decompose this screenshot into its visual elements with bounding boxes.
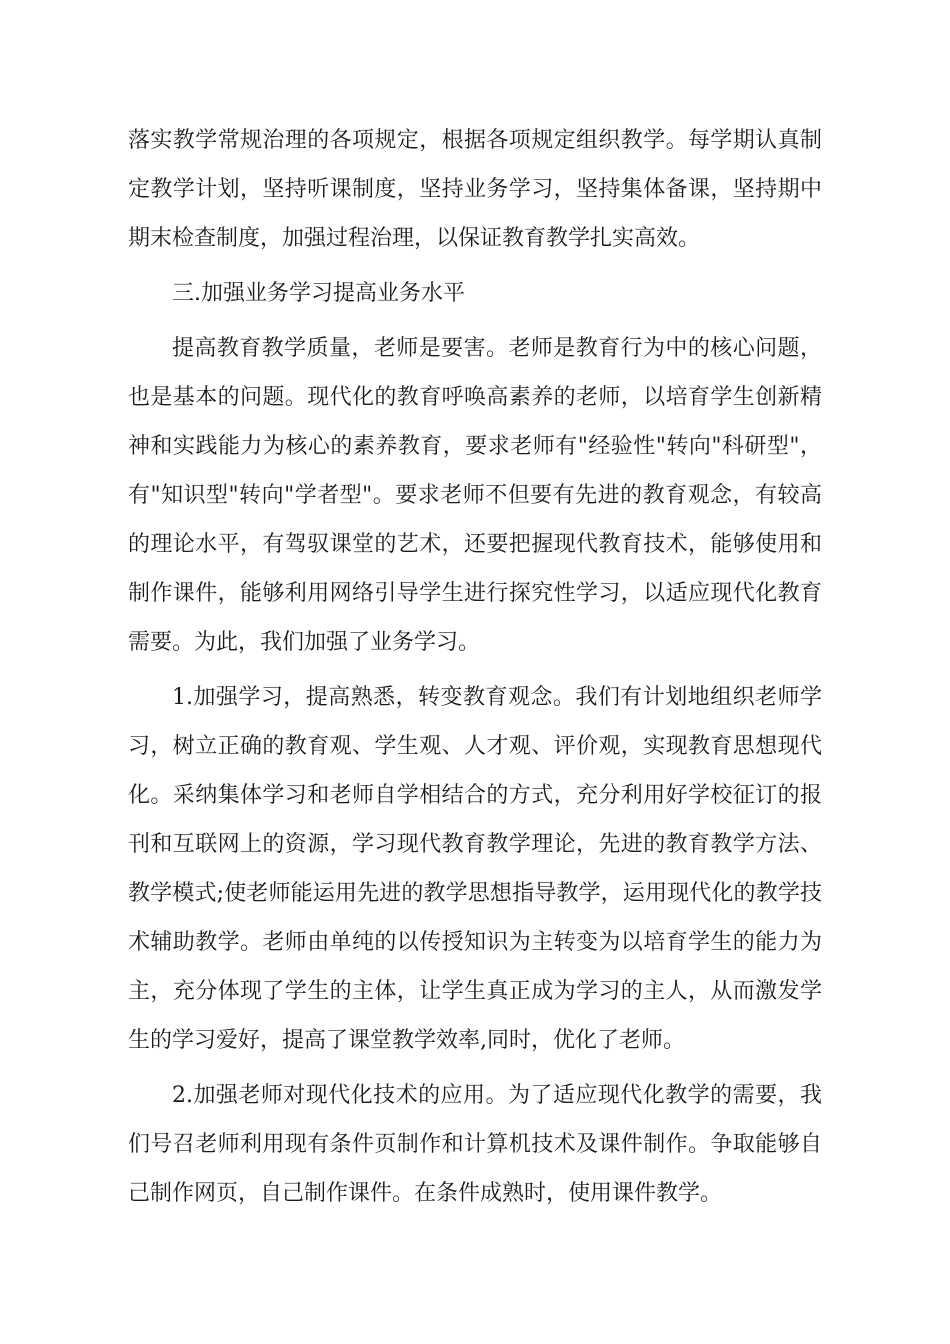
document-page xyxy=(128,116,822,1218)
paragraph-body: 提高教育教学质量，老师是要害。老师是教育行为中的核心问题，也是基本的问题。现代化的教育呼唤高素养的老师，以培育学生创新精神和实践能力为核心的素养教育，要求老师有"经验性"转向"科研型"，有"知识型"转向"学者型"。要求老师不但要有先进的教育观念，有较高的理论水平，有驾驭课堂的艺术，还要把握现代教育技术，能够使用和制作课件，能够利用网络引导学生进行探究性学习，以适应现代化教育需要。为此，我们加强了业务学习。 xyxy=(128,336,822,655)
paragraph-item-2: 2.加强老师对现代化技术的应用。为了适应现代化教学的需要，我们号召老师利用现有条件页制作和计算机技术及课件制作。争取能够自己制作网页，自己制作课件。在条件成熟时，使用课件教学。 xyxy=(128,1083,822,1206)
section-heading: 三.加强业务学习提高业务水平 xyxy=(172,281,465,306)
paragraph-item-1: 1.加强学习，提高熟悉，转变教育观念。我们有计划地组织老师学习，树立正确的教育观、学生观、人才观、评价观，实现教育思想现代化。采纳集体学习和老师自学相结合的方式，充分利用好学校征订的报刊和互联网上的资源，学习现代教育教学理论，先进的教育教学方法、教学模式;使老师能运用先进的教学思想指导教学，运用现代化的教学技术辅助教学。老师由单纯的以传授知识为主转变为以培育学生的能力为主，充分体现了学生的主体，让学生真正成为学习的主人，从而激发学生的学习爱好，提高了课堂教学效率,同时，优化了老师。 xyxy=(128,685,822,1053)
paragraph-continuation: 落实教学常规治理的各项规定，根据各项规定组织教学。每学期认真制定教学计划，坚持听课制度，坚持业务学习，坚持集体备课，坚持期中期末检查制度，加强过程治理，以保证教育教学扎实高效。 xyxy=(128,128,822,251)
